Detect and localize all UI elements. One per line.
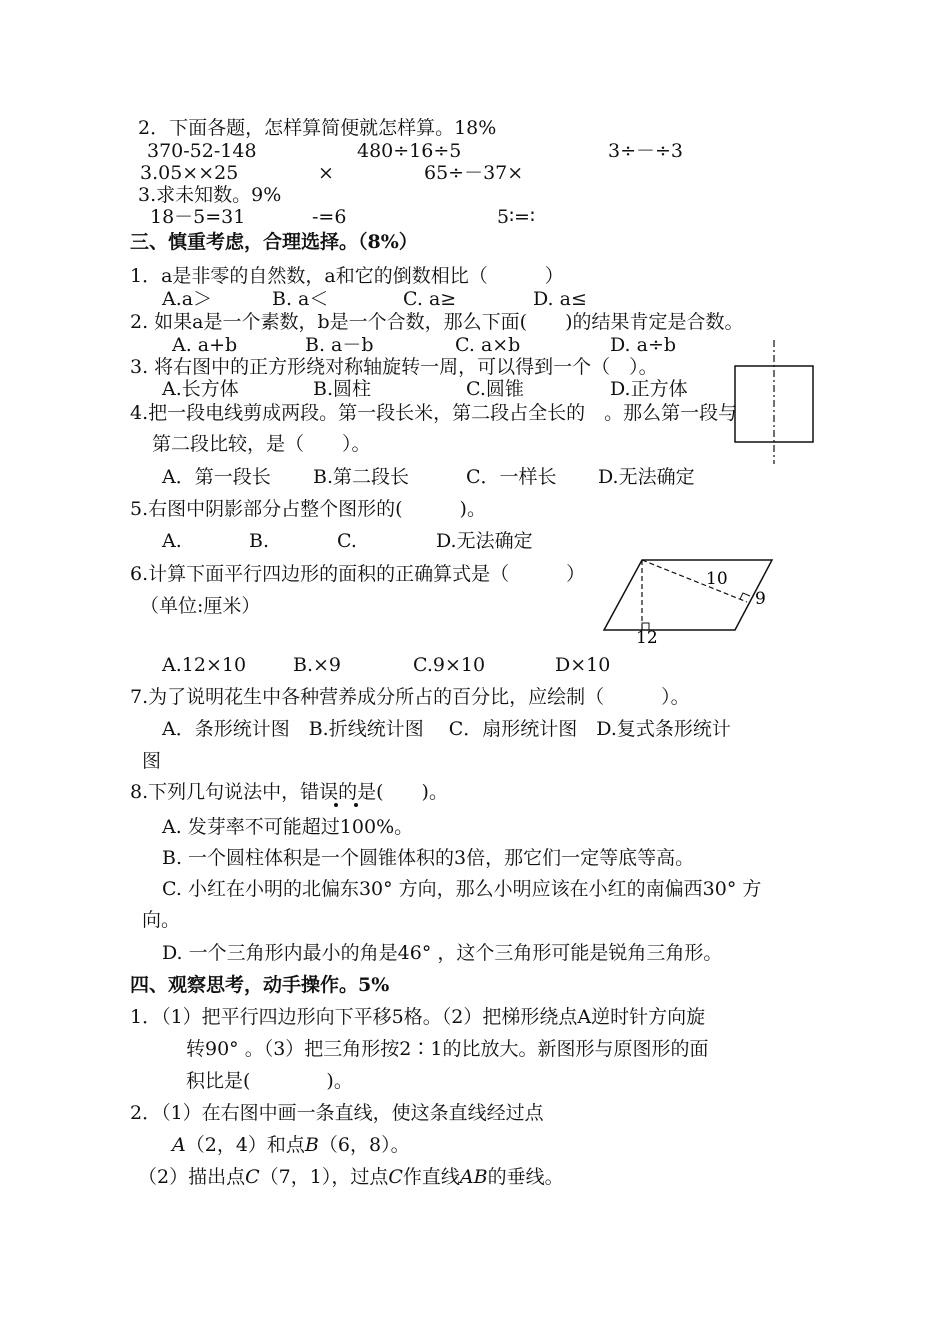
- text-part: 作直线: [402, 1166, 460, 1188]
- point-b-label: B: [304, 1134, 319, 1156]
- line-ab-label: AB: [459, 1166, 488, 1188]
- s3-q6-opt-b: B.×9: [293, 654, 342, 676]
- q3-heading: 3.求未知数。9%: [138, 184, 282, 206]
- text-part: （2）描出点: [138, 1166, 246, 1188]
- s3-q2-opt-b: B. a－b: [305, 334, 374, 356]
- s4-q2-line2: [172, 1133, 410, 1157]
- point-a-label: A: [172, 1134, 186, 1156]
- q3-eq-2: -=6: [312, 206, 347, 228]
- label-12: 12: [636, 628, 658, 647]
- emphasis-dot: [354, 803, 358, 807]
- s3-q5: 5.右图中阴影部分占整个图形的( )。: [130, 498, 486, 520]
- point-c-label: C: [245, 1166, 260, 1188]
- s4-q2-line1: 2．（1）在右图中画一条直线，使这条直线经过点: [130, 1102, 544, 1124]
- s3-q5-opt-d: D.无法确定: [436, 530, 533, 552]
- q2-expr-4: 3.05××25: [140, 162, 239, 184]
- text-part: 的垂线。: [487, 1166, 564, 1188]
- s3-q4-opt-c: C．一样长: [466, 466, 557, 488]
- s3-q2: 2. 如果a是一个素数，b是一个合数，那么下面( )的结果肯定是合数。: [130, 311, 744, 333]
- s3-q8: 8.下列几句说法中，错误的是( )。: [130, 781, 448, 803]
- point-b-coords: （6，8）。: [318, 1134, 410, 1156]
- q2-expr-1: 370-52-148: [147, 140, 257, 162]
- s3-q7-options: A．条形统计图 B.折线统计图 C．扇形统计图 D.复式条形统计: [162, 718, 731, 740]
- s3-q6-opt-c: C.9×10: [413, 654, 486, 676]
- s3-q6: 6.计算下面平行四边形的面积的正确算式是（ ）: [130, 563, 586, 585]
- s3-q3-opt-a: A.长方体: [162, 378, 239, 400]
- s3-q8-a: A. 发芽率不可能超过100%。: [162, 816, 414, 838]
- s4-q2-line3: [138, 1165, 564, 1189]
- s3-q5-opt-c: C.: [337, 530, 357, 552]
- s3-q7: 7.为了说明花生中各种营养成分所占的百分比，应绘制（ ）。: [130, 686, 690, 708]
- q3-eq-3: 5∶=∶: [497, 206, 535, 228]
- s3-q8-d: D. 一个三角形内最小的角是46° ，这个三角形可能是锐角三角形。: [162, 942, 723, 964]
- section-4-title: 四、观察思考，动手操作。5%: [130, 974, 390, 996]
- q3-eq-1: 18－5=31: [150, 206, 246, 228]
- label-10: 10: [706, 569, 728, 589]
- emphasis-dot: [334, 803, 338, 807]
- label-9: 9: [755, 589, 766, 609]
- s3-q6-opt-d: D×10: [555, 654, 611, 676]
- parallelogram-figure: [600, 555, 780, 647]
- point-c-label: C: [388, 1166, 403, 1188]
- s3-q1: 1．a是非零的自然数，a和它的倒数相比（ ）: [130, 265, 564, 287]
- square-axis-figure: [730, 338, 820, 466]
- s3-q3-opt-d: D.正方体: [610, 378, 688, 400]
- q2-expr-2: 480÷16÷5: [357, 140, 462, 162]
- s4-q1-line1: 1．（1）把平行四边形向下平移5格。（2）把梯形绕点A逆时针方向旋: [130, 1006, 706, 1028]
- s4-q1-line2: 转90° 。（3）把三角形按2∶1的比放大。新图形与原图形的面: [186, 1038, 709, 1060]
- s3-q8-c: C. 小红在小明的北偏东30° 方向，那么小明应该在小红的南偏西30° 方: [162, 878, 762, 900]
- s4-q1-line3: 积比是( )。: [186, 1070, 353, 1092]
- s3-q3: 3. 将右图中的正方形绕对称轴旋转一周，可以得到一个（ ）。: [130, 356, 658, 378]
- s3-q6-opt-a: A.12×10: [162, 654, 247, 676]
- s3-q1-opt-d: D. a≤: [533, 288, 587, 310]
- q2-expr-5: ×: [318, 162, 334, 184]
- q2-expr-3: 3÷－÷3: [608, 140, 684, 162]
- q2-heading: 2．下面各题，怎样算简便就怎样算。18%: [138, 117, 497, 139]
- s3-q5-opt-a: A.: [162, 530, 182, 552]
- s3-q8-c-wrap: 向。: [142, 909, 181, 931]
- s3-q4-line1: 4.把一段电线剪成两段。第一段长米，第二段占全长的 。那么第一段与: [130, 402, 738, 424]
- s3-q8-b: B. 一个圆柱体积是一个圆锥体积的3倍，那它们一定等底等高。: [162, 847, 695, 869]
- s3-q4-opt-a: A．第一段长: [162, 466, 271, 488]
- s3-q2-opt-d: D. a÷b: [610, 334, 677, 356]
- text-part: （7，1），过点: [259, 1166, 389, 1188]
- s3-q4-opt-b: B.第二段长: [313, 466, 410, 488]
- s3-q4-opt-d: D.无法确定: [598, 466, 695, 488]
- s3-q6-unit: （单位:厘米）: [140, 595, 261, 617]
- s3-q5-opt-b: B.: [249, 530, 270, 552]
- section-3-title: 三、慎重考虑，合理选择。（8%）: [130, 231, 418, 253]
- s3-q3-opt-b: B.圆柱: [313, 378, 372, 400]
- q2-expr-6: 65÷－37×: [424, 162, 524, 184]
- s3-q2-opt-a: A. a+b: [172, 334, 238, 356]
- s3-q1-opt-c: C. a≥: [403, 288, 457, 310]
- s3-q3-opt-c: C.圆锥: [466, 378, 524, 400]
- s3-q7-wrap: 图: [142, 750, 162, 772]
- point-a-coords: （2，4）和点: [185, 1134, 305, 1156]
- s3-q4-line2: 第二段比较，是（ ）。: [152, 433, 371, 455]
- s3-q1-opt-b: B. a＜: [272, 288, 329, 310]
- s3-q1-opt-a: A.a＞: [162, 288, 213, 310]
- s3-q2-opt-c: C. a×b: [455, 334, 521, 356]
